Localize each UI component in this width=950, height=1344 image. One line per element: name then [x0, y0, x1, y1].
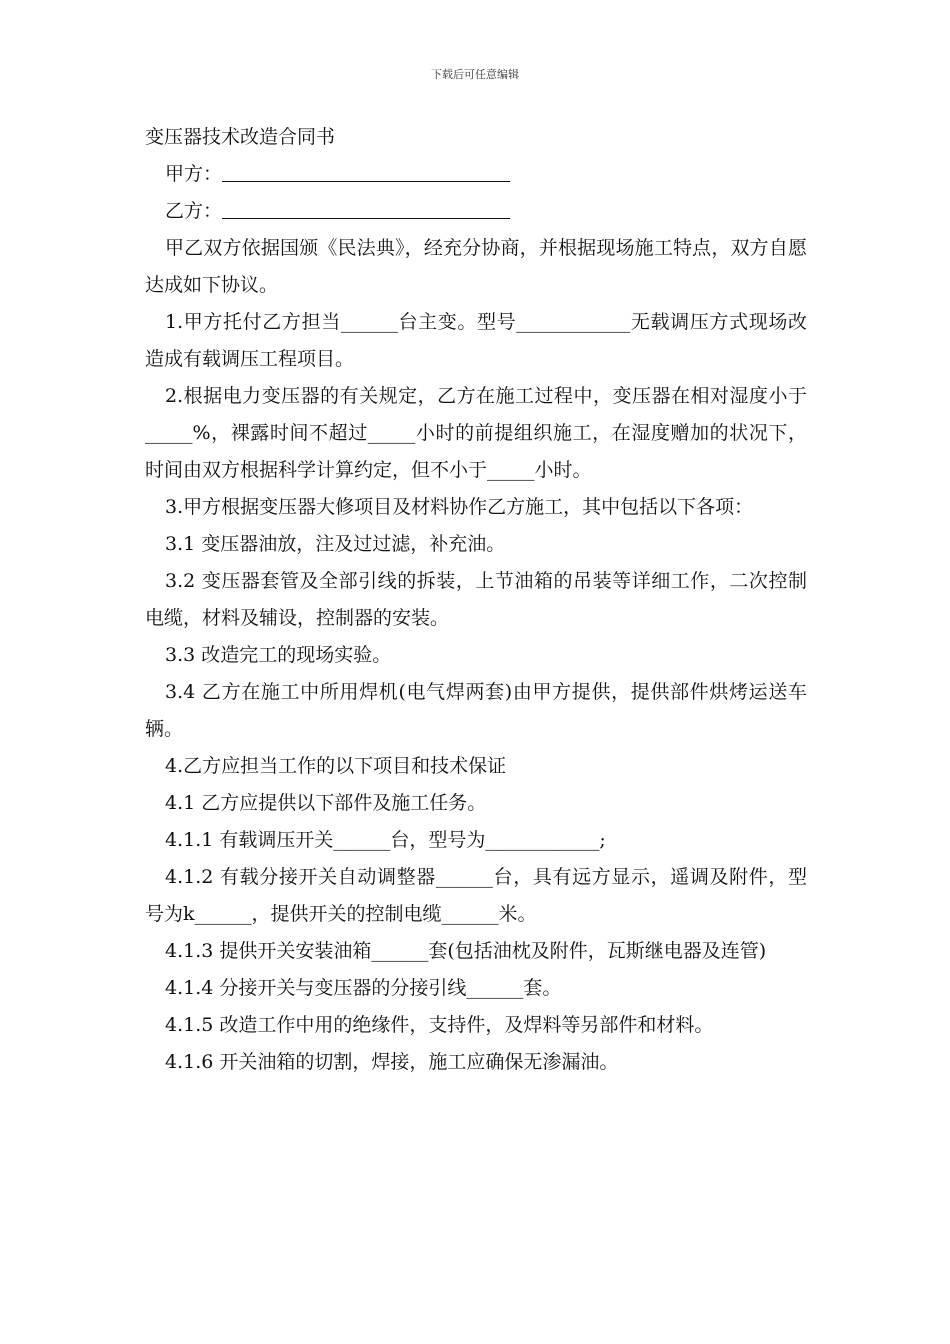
party-b-line — [145, 193, 807, 230]
header-note: 下载后可任意编辑 — [431, 68, 519, 81]
paragraph-clause-3-4: 3.4 乙方在施工中所用焊机(电气焊两套)由甲方提供，提供部件烘烤运送车辆。 — [145, 681, 807, 740]
paragraph-clause-3-2: 3.2 变压器套管及全部引线的拆装，上节油箱的吊装等详细工作，二次控制电缆，材料及辅设，控制器的安装。 — [145, 570, 807, 629]
paragraph-clause-4-1-6: 4.1.6 开关油箱的切割，焊接，施工应确保无渗漏油。 — [165, 1051, 619, 1073]
paragraph-clause-4-1-4: 4.1.4 分接开关与变压器的分接引线______套。 — [165, 977, 562, 999]
paragraph-intro: 甲乙双方依据国颁《民法典》，经充分协商，并根据现场施工特点，双方自愿达成如下协议。 — [145, 237, 807, 296]
party-a-label: 甲方： — [165, 163, 223, 185]
paragraph-clause-4-1: 4.1 乙方应提供以下部件及施工任务。 — [165, 792, 487, 814]
document-title: 变压器技术改造合同书 — [145, 126, 336, 148]
paragraph-clause-4-1-2: 4.1.2 有载分接开关自动调整器______台，具有远方显示，遥调及附件，型号为k______，提供开关的控制电缆______米。 — [145, 866, 807, 925]
party-a-line — [145, 156, 807, 193]
paragraph-clause-3-3: 3.3 改造完工的现场实验。 — [165, 644, 392, 666]
paragraph-clause-3: 3.甲方根据变压器大修项目及材料协作乙方施工，其中包括以下各项： — [165, 496, 754, 518]
paragraph-clause-2: 2.根据电力变压器的有关规定，乙方在施工过程中，变压器在相对湿度小于_____%，裸露时间不超过_____小时的前提组织施工，在湿度赠加的状况下，时间由双方根据科学计算约定，但不小于_____小时。 — [145, 385, 807, 481]
paragraph-clause-4: 4.乙方应担当工作的以下项目和技术保证 — [165, 755, 507, 777]
party-b-blank — [222, 196, 510, 219]
paragraph-clause-3-1: 3.1 变压器油放，注及过过滤，补充油。 — [165, 533, 506, 555]
document-body — [145, 118, 807, 1081]
party-a-blank — [222, 159, 510, 182]
paragraph-clause-1: 1.甲方托付乙方担当______台主变。型号____________无载调压方式现场改造成有载调压工程项目。 — [145, 311, 807, 370]
paragraph-clause-4-1-1: 4.1.1 有载调压开关______台，型号为____________; — [165, 829, 606, 851]
party-b-label: 乙方： — [165, 200, 223, 222]
paragraph-clause-4-1-3: 4.1.3 提供开关安装油箱______套(包括油枕及附件，瓦斯继电器及连管) — [165, 940, 767, 962]
paragraph-clause-4-1-5: 4.1.5 改造工作中用的绝缘件，支持件，及焊料等另部件和材料。 — [165, 1014, 714, 1036]
